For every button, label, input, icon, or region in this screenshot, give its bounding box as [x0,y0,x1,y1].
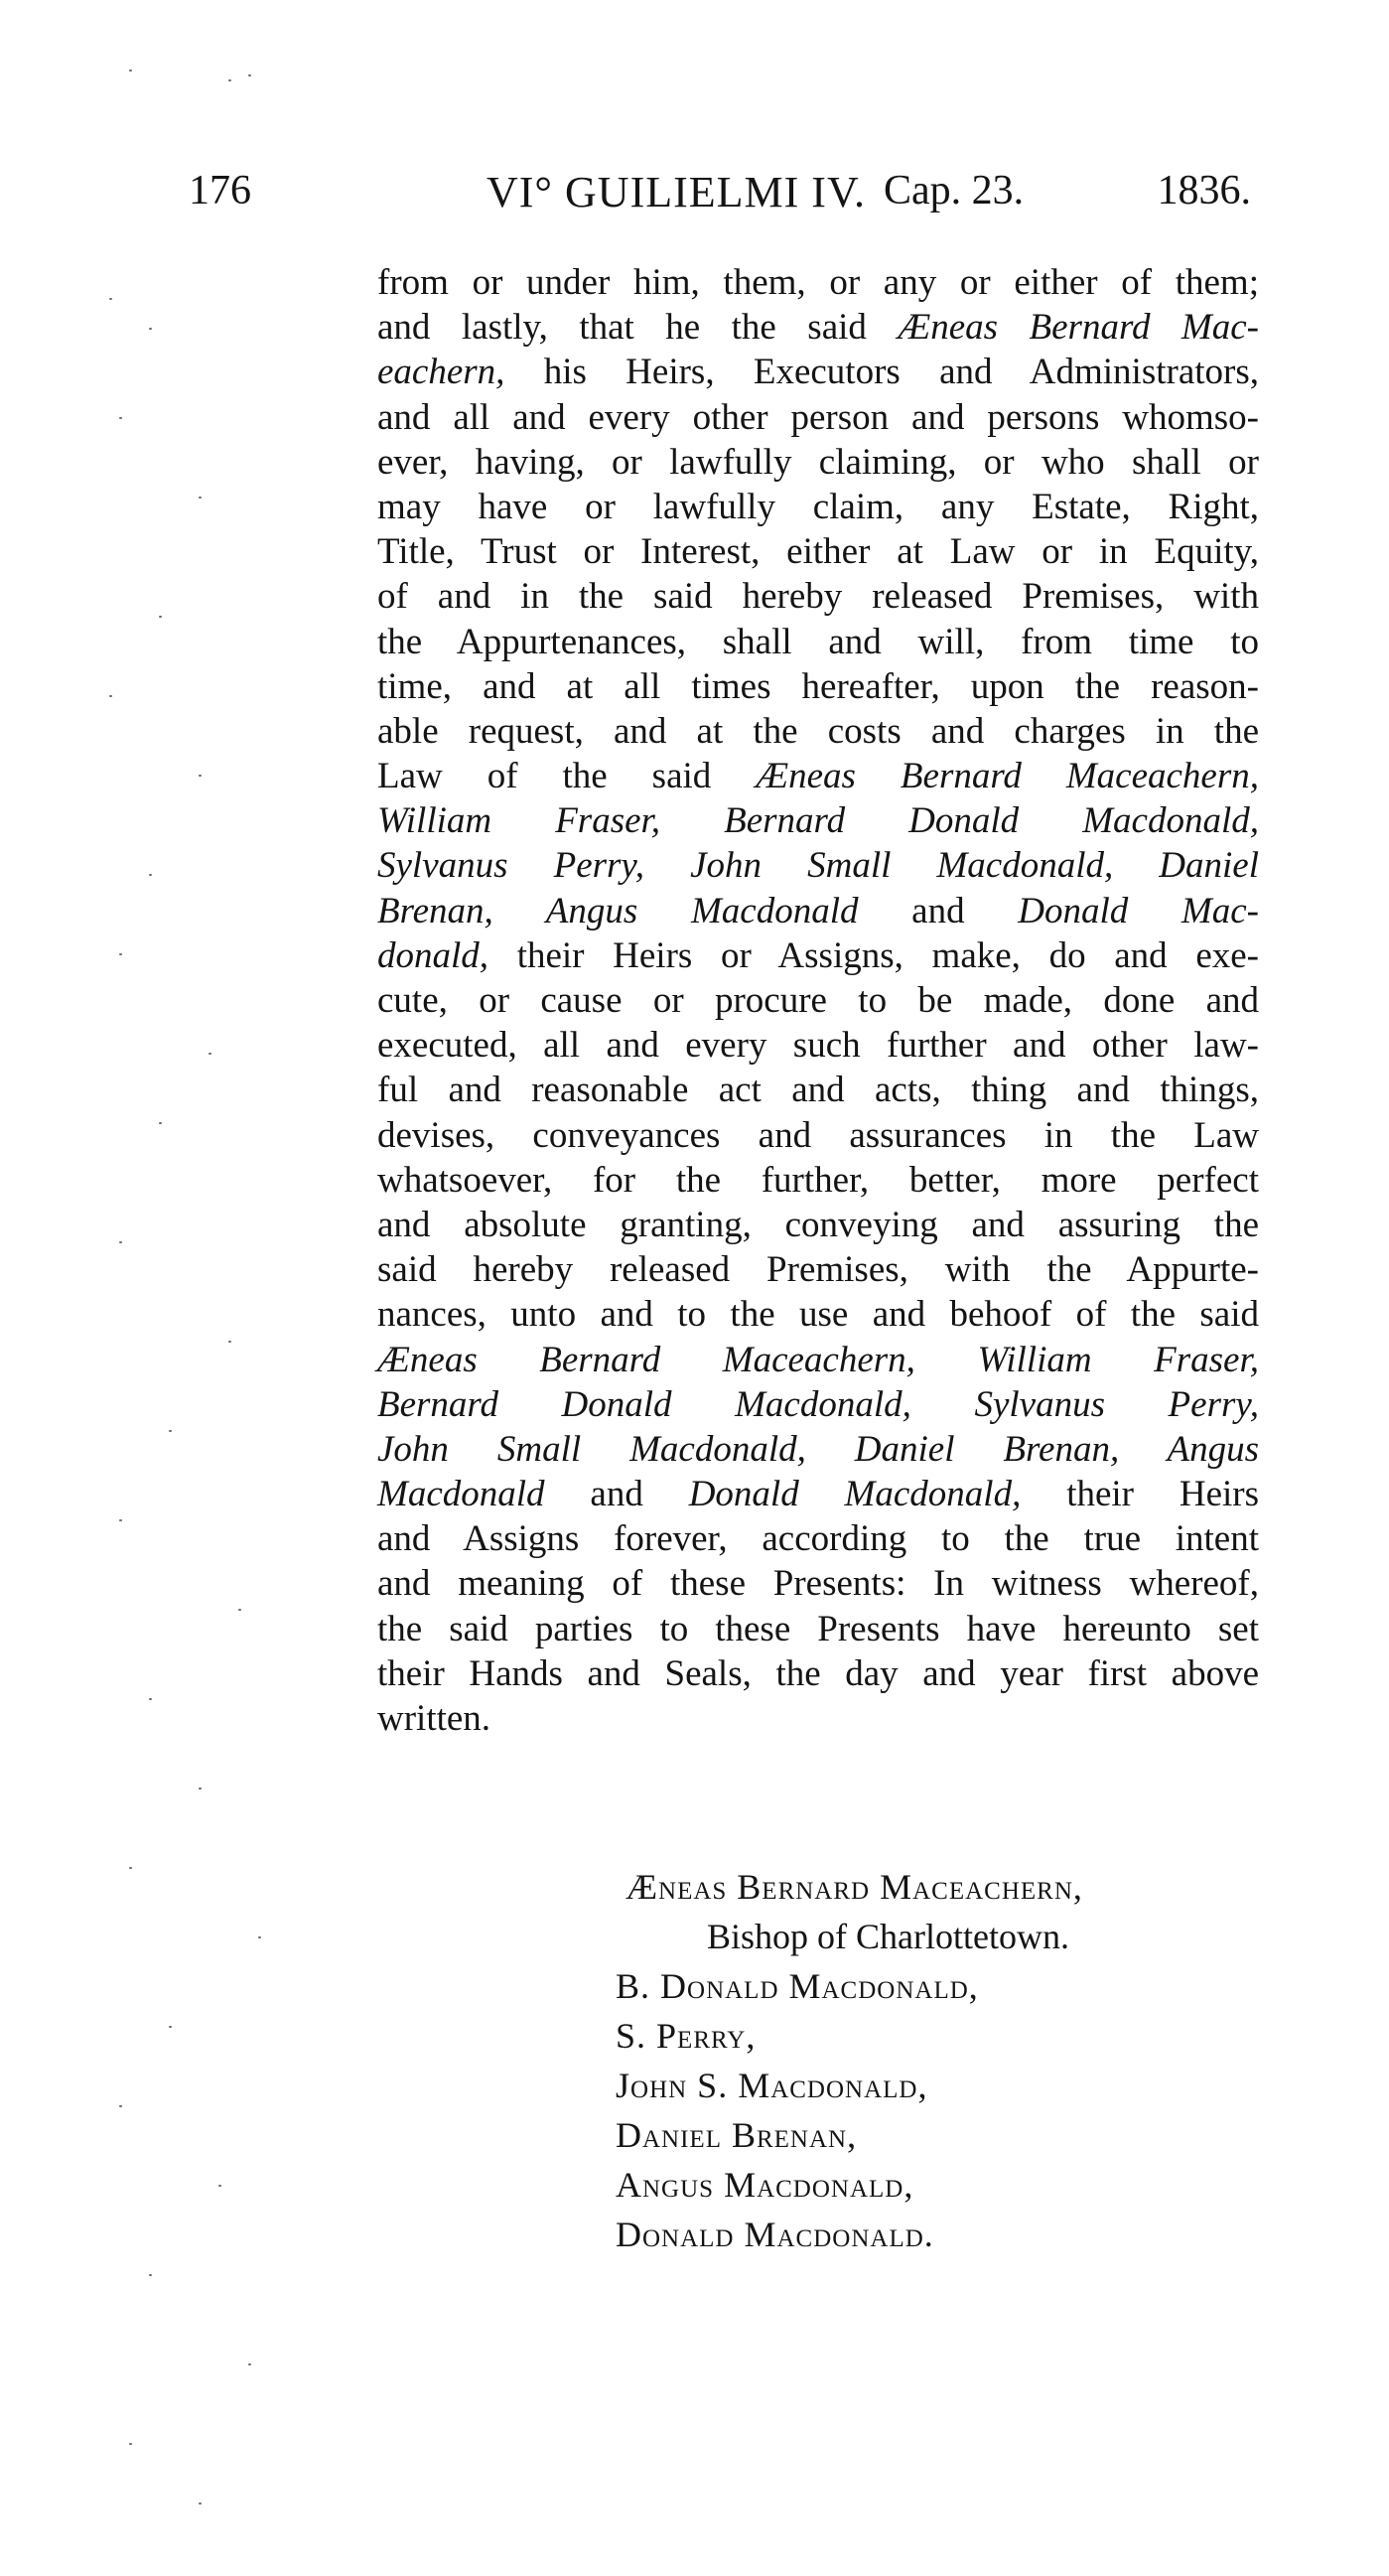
scan-speck [109,298,112,300]
text-segment: of and in the said hereby released Premises, with [377,576,1259,618]
text-line [377,620,1259,664]
signature-block [616,1862,1291,2259]
text-line [377,1113,1259,1158]
body-paragraph [377,260,1259,1741]
scan-speck [129,2443,132,2445]
signatory-name: Donald Macdonald. [616,2215,934,2254]
scan-speck [169,1430,172,1432]
text-segment: executed, all and every such further and other law- [377,1025,1259,1067]
signatory-name: Æneas Bernard Maceachern, [625,1867,1083,1907]
text-line [377,1382,1259,1427]
text-line [377,1561,1259,1606]
italic-name-text: William Fraser, Bernard Donald Macdonald, [377,800,1259,842]
text-segment: their Heirs [1021,1474,1259,1515]
signatory-name: Daniel Brenan, [616,2115,858,2155]
scan-speck [159,616,162,618]
page-number: 176 [189,168,251,214]
text-segment: and lastly, that he the said [377,307,899,349]
italic-name-text: Donald Macdonald, [688,1474,1022,1515]
text-segment: their Hands and Seals, the day and year first above [377,1652,1259,1694]
text-line [377,1516,1259,1561]
text-segment: Law of the said [377,756,757,797]
scan-speck [159,1122,162,1124]
act-title: VI° GUILIELMI IV. [486,168,867,216]
text-segment: nances, unto and to the use and behoof of the said [377,1294,1259,1336]
text-line [377,709,1259,754]
text-segment: and [858,890,1019,931]
scan-speck [149,1698,152,1700]
text-line [377,485,1259,529]
text-line [377,843,1259,888]
text-line [377,1651,1259,1696]
text-segment: written. [377,1698,491,1739]
year: 1836. [1157,168,1251,214]
text-line [377,1158,1259,1203]
text-line [377,395,1259,440]
italic-name-text: Brenan, Angus Macdonald [377,890,859,931]
scan-speck [218,2185,221,2187]
text-segment: time, and at all times hereafter, upon the reason- [377,665,1259,707]
text-segment: ful and reasonable act and acts, thing and things, [377,1070,1259,1111]
text-line [377,574,1259,619]
italic-name-text: Macdonald [377,1474,545,1515]
italic-name-text: Æneas Bernard Maceachern, William Fraser, [377,1339,1259,1380]
scan-speck [109,695,112,697]
text-segment: and meaning of these Presents: In witness whereof, [377,1563,1259,1605]
text-line [377,440,1259,485]
text-line [377,798,1259,843]
italic-name-text: donald, [377,934,489,976]
text-segment: and absolute granting, conveying and assuring the [377,1204,1259,1245]
scan-speck [248,74,251,76]
scan-speck [119,2105,122,2107]
text-line [377,1023,1259,1068]
text-segment: ever, having, or lawfully claiming, or who shall or [377,441,1259,483]
scan-speck [258,1936,261,1938]
signatory-name: S. Perry, [616,2016,757,2056]
scan-speck [228,1341,231,1343]
italic-name-text: Bernard Donald Macdonald, Sylvanus Perry, [377,1383,1259,1425]
text-line [377,933,1259,978]
text-line [377,529,1259,574]
text-line [377,1247,1259,1292]
italic-name-text: Æneas Bernard Mac- [898,307,1259,349]
text-segment: from or under him, them, or any or either of them; [377,262,1259,303]
text-segment: whatsoever, for the further, better, more perfect [377,1159,1259,1201]
text-line [377,1696,1259,1741]
text-line [377,1203,1259,1247]
scan-speck [119,417,122,419]
text-line [377,1338,1259,1382]
text-segment: and [544,1474,689,1515]
chapter-number: Cap. 23. [884,168,1025,214]
italic-name-text: eachern, [377,352,505,393]
italic-name-text: Æneas Bernard Maceachern, [756,756,1259,797]
scan-speck [149,874,152,876]
text-line [377,664,1259,709]
signatory-name: B. Donald Macdonald, [616,1966,979,2006]
running-header [189,167,1261,222]
text-line [377,1292,1259,1337]
signatory-name: Angus Macdonald, [616,2165,914,2205]
italic-name-text: John Small Macdonald, Daniel Brenan, Angus [377,1428,1259,1470]
italic-name-text: Donald Mac- [1018,890,1259,931]
scan-speck [119,1519,122,1521]
scan-speck [119,1241,122,1243]
scan-speck [149,2274,152,2276]
scan-speck [208,1053,211,1055]
text-line [377,1607,1259,1651]
signatory-title: Bishop of Charlottetown. [707,1917,1069,1956]
text-line [377,1068,1259,1112]
text-line [377,260,1259,305]
text-segment: their Heirs or Assigns, make, do and exe- [488,934,1259,976]
text-line [377,1427,1259,1472]
italic-name-text: Sylvanus Perry, John Small Macdonald, Daniel [377,845,1259,887]
scan-speck [149,328,152,330]
scan-speck [199,2503,202,2504]
scan-speck [199,775,202,777]
text-segment: able request, and at the costs and charges in the [377,710,1259,752]
text-segment: the said parties to these Presents have hereunto set [377,1608,1259,1649]
text-segment: the Appurtenances, shall and will, from time to [377,621,1259,662]
scan-speck [248,2363,251,2365]
signatory-name: John S. Macdonald, [616,2066,928,2105]
text-line [377,350,1259,394]
scan-speck [129,1867,132,1869]
text-segment: may have or lawfully claim, any Estate, Right, [377,486,1259,527]
text-segment: cute, or cause or procure to be made, done and [377,980,1259,1021]
text-segment: his Heirs, Executors and Administrators, [504,352,1259,393]
scan-speck [129,70,132,72]
text-line [377,978,1259,1023]
text-segment: Title, Trust or Interest, either at Law or in Equity, [377,531,1259,573]
text-line [377,754,1259,798]
text-line [377,305,1259,350]
scan-speck [119,953,122,955]
scan-speck [199,1788,202,1789]
text-segment: and all and every other person and persons whomso- [377,396,1259,438]
scan-speck [238,1609,241,1611]
text-segment: devises, conveyances and assurances in the Law [377,1114,1259,1156]
text-segment: said hereby released Premises, with the Appurte- [377,1249,1259,1291]
text-segment: and Assigns forever, according to the true intent [377,1518,1259,1560]
scan-speck [199,497,202,499]
text-line [377,889,1259,933]
text-line [377,1472,1259,1516]
scan-speck [169,2026,172,2028]
scan-speck [228,79,231,81]
